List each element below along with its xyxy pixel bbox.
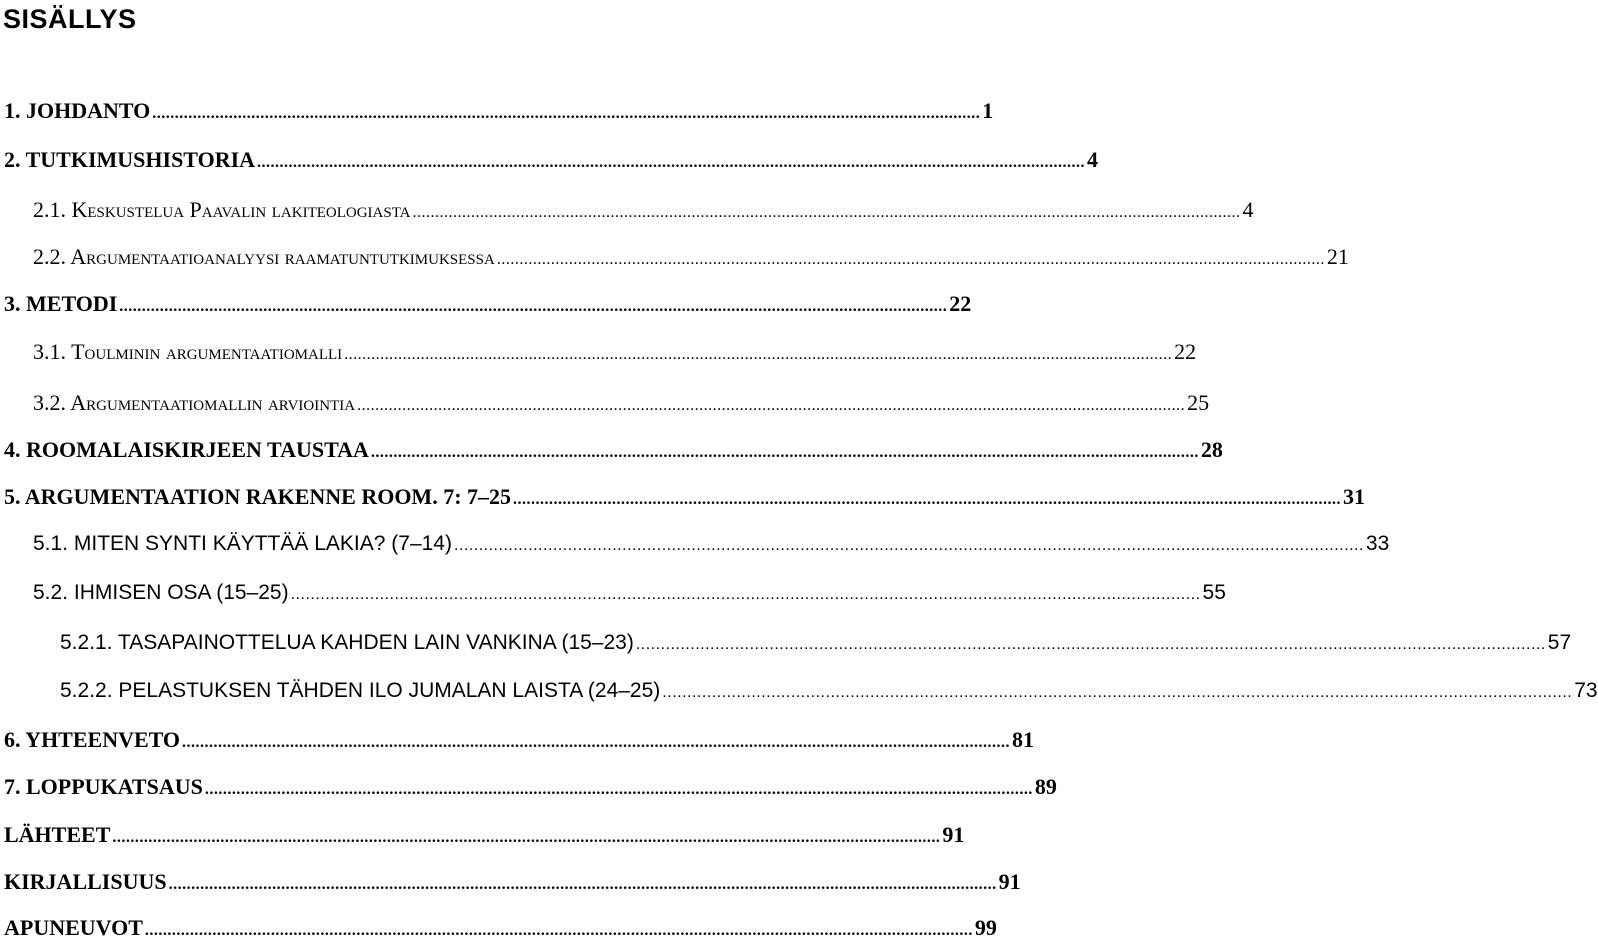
toc-entry[interactable] — [4, 915, 997, 945]
toc-entry-page: 1 — [982, 98, 994, 123]
toc-entry-label: 5.2.1. TASAPAINOTTELUA KAHDEN LAIN VANKINA (15–23) — [60, 631, 634, 654]
toc-entry-label: 5.2.2. PELASTUKSEN TÄHDEN ILO JUMALAN LAISTA (24–25) — [60, 679, 661, 702]
toc-entry-page: 28 — [1200, 437, 1223, 462]
toc-entry-page: 21 — [1326, 244, 1349, 269]
toc-entry[interactable] — [33, 197, 1254, 227]
toc-entry-label: KIRJALLISUUS — [4, 869, 167, 894]
toc-entry-page: 33 — [1365, 532, 1390, 555]
toc-entry-label: 7. LOPPUKATSAUS — [4, 774, 203, 799]
toc-entry-label: LÄHTEET — [4, 822, 111, 847]
toc-entry-label: 2.1. Keskustelua Paavalin lakiteologiasta — [33, 197, 411, 222]
toc-entry[interactable] — [33, 244, 1349, 274]
dot-leader: ........................................................................................................................................................................................ — [513, 491, 1342, 508]
toc-entry[interactable] — [60, 679, 1598, 709]
toc-entry[interactable] — [33, 390, 1210, 420]
dot-leader: ........................................................................................................................................................................................ — [344, 346, 1173, 363]
toc-entry-page: 4 — [1087, 147, 1099, 172]
dot-leader: ........................................................................................................................................................................................ — [119, 298, 948, 315]
toc-entry-label: 3.1. Toulminin argumentaatiomalli — [33, 339, 343, 364]
dot-leader: ........................................................................................................................................................................................ — [635, 636, 1546, 653]
toc-entry-page: 91 — [998, 869, 1021, 894]
toc-entry-page: 4 — [1242, 197, 1254, 222]
toc-entry[interactable] — [4, 147, 1099, 177]
dot-leader: ........................................................................................................................................................................................ — [662, 684, 1573, 701]
dot-leader: ........................................................................................................................................................................................ — [412, 204, 1241, 221]
toc-entry-page: 22 — [949, 291, 972, 316]
toc-entry-label: 4. ROOMALAISKIRJEEN TAUSTAA — [4, 437, 369, 462]
toc-entry[interactable] — [4, 437, 1223, 467]
toc-entry[interactable] — [4, 291, 972, 321]
toc-entry[interactable] — [33, 581, 1226, 611]
toc-entry-label: 2.2. Argumentaatioanalyysi raamatuntutkimuksessa — [33, 244, 495, 269]
toc-entry[interactable] — [33, 339, 1197, 369]
dot-leader: ........................................................................................................................................................................................ — [453, 537, 1364, 554]
dot-leader: ........................................................................................................................................................................................ — [370, 444, 1199, 461]
toc-entry[interactable] — [33, 532, 1390, 562]
toc-entry-page: 73 — [1574, 679, 1598, 702]
toc-entry-label: 1. JOHDANTO — [4, 98, 151, 123]
toc-entry-page: 89 — [1034, 774, 1057, 799]
toc-entry-page: 25 — [1187, 390, 1210, 415]
dot-leader: ........................................................................................................................................................................................ — [496, 251, 1325, 268]
toc-entry-label: 5.1. MITEN SYNTI KÄYTTÄÄ LAKIA? (7–14) — [33, 532, 452, 555]
dot-leader: ........................................................................................................................................................................................ — [257, 154, 1086, 171]
toc-entry[interactable] — [60, 631, 1572, 661]
toc-entry-page: 22 — [1174, 339, 1197, 364]
toc-entry-label: 3. METODI — [4, 291, 118, 316]
toc-entry-page: 99 — [974, 915, 997, 940]
dot-leader: ........................................................................................................................................................................................ — [204, 781, 1033, 798]
dot-leader: ........................................................................................................................................................................................ — [182, 734, 1011, 751]
dot-leader: ........................................................................................................................................................................................ — [144, 922, 973, 939]
page-title: SISÄLLYS — [3, 4, 137, 34]
toc-entry-label: 3.2. Argumentaatiomallin arviointia — [33, 390, 356, 415]
toc-entry[interactable] — [4, 98, 994, 128]
toc-entry-label: 6. YHTEENVETO — [4, 727, 181, 752]
toc-entry-label: APUNEUVOT — [4, 915, 143, 940]
toc-entry-page: 81 — [1012, 727, 1035, 752]
toc-entry-page: 91 — [942, 822, 965, 847]
toc-entry-label: 5. ARGUMENTAATION RAKENNE ROOM. 7: 7–25 — [4, 484, 512, 509]
dot-leader: ........................................................................................................................................................................................ — [112, 829, 941, 846]
dot-leader: ........................................................................................................................................................................................ — [168, 876, 997, 893]
toc-entry[interactable] — [4, 822, 965, 852]
toc-entry[interactable] — [4, 727, 1035, 757]
dot-leader: ........................................................................................................................................................................................ — [152, 105, 981, 122]
toc-entry[interactable] — [4, 869, 1021, 899]
toc-entry-page: 57 — [1547, 631, 1572, 654]
toc-entry-page: 31 — [1343, 484, 1366, 509]
dot-leader: ........................................................................................................................................................................................ — [290, 586, 1201, 603]
toc-entry-label: 2. TUTKIMUSHISTORIA — [4, 147, 256, 172]
toc-entry[interactable] — [4, 484, 1366, 514]
dot-leader: ........................................................................................................................................................................................ — [357, 397, 1186, 414]
toc-entry-page: 55 — [1202, 581, 1226, 604]
toc-entry-label: 5.2. IHMISEN OSA (15–25) — [33, 581, 289, 604]
toc-entry[interactable] — [4, 774, 1057, 804]
